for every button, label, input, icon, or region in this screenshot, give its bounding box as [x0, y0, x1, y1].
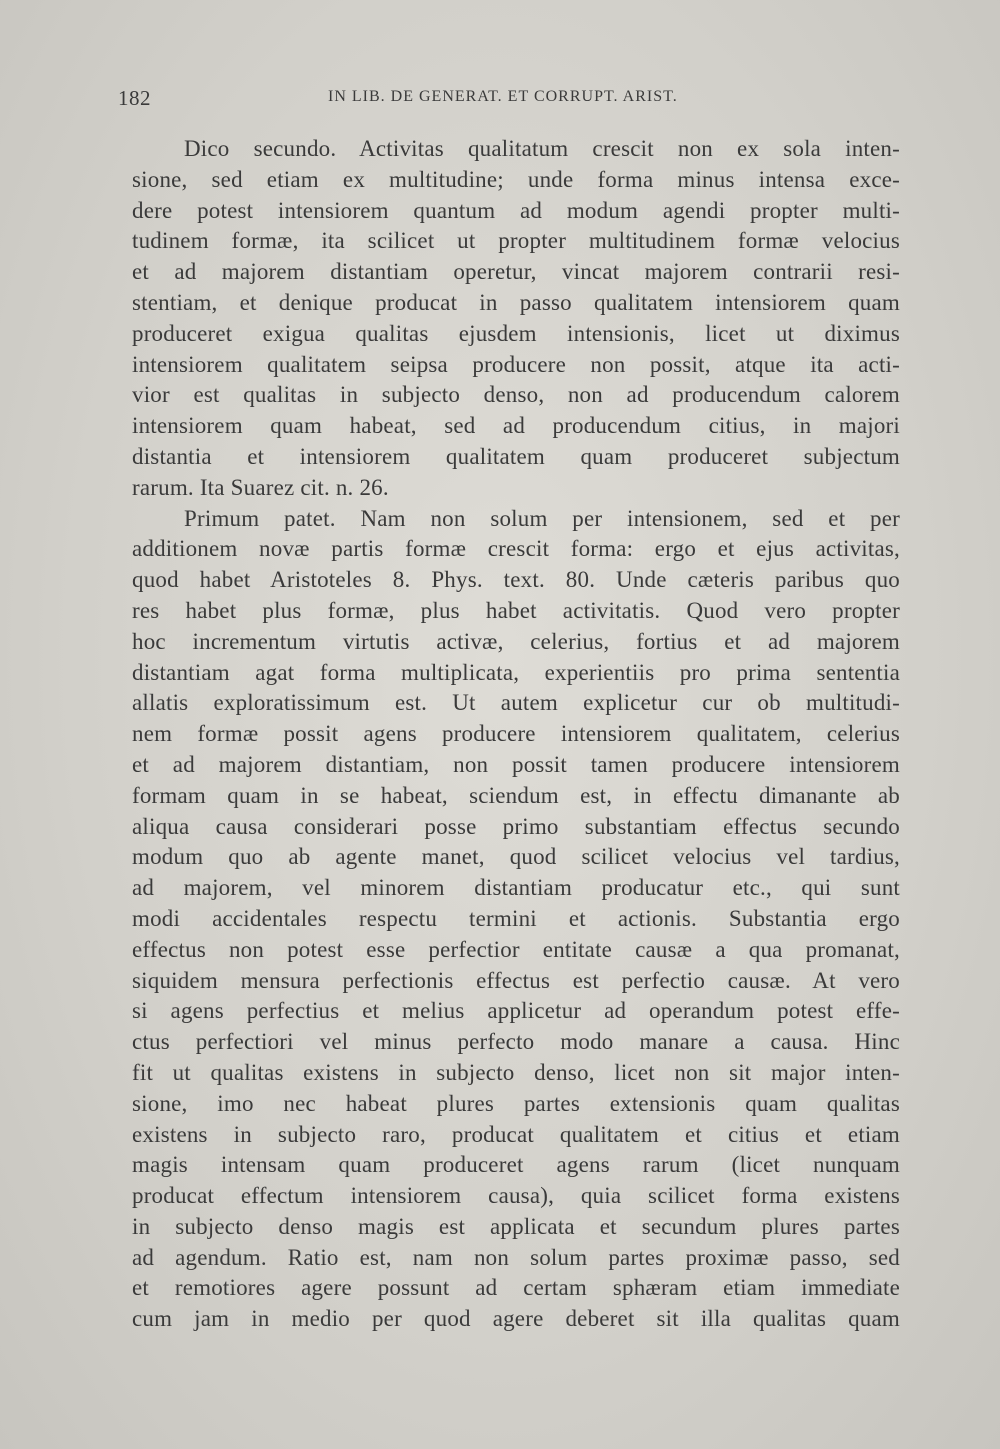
text-line: Primum patet. Nam non solum per intensionem, sed et per [184, 505, 900, 531]
text-line: vior est qualitas in subjecto denso, non ad producendum calorem [132, 382, 900, 408]
text-line: ad agendum. Ratio est, nam non solum partes proximæ passo, sed [132, 1244, 900, 1270]
text-line: modi accidentales respectu termini et actionis. Substantia ergo [132, 905, 900, 931]
text-line: et ad majorem distantiam operetur, vincat majorem contrarii resi- [132, 259, 900, 285]
text-line: hoc incrementum virtutis activæ, celerius, fortius et ad majorem [132, 628, 900, 654]
paragraph [132, 134, 900, 504]
paragraph [132, 504, 900, 1336]
text-line: dere potest intensiorem quantum ad modum agendi propter multi- [132, 197, 900, 223]
text-line: existens in subjecto raro, producat qualitatem et citius et etiam [132, 1121, 900, 1147]
text-line: distantiam agat forma multiplicata, experientiis pro prima sententia [132, 659, 900, 685]
text-line: nem formæ possit agens producere intensiorem qualitatem, celerius [132, 721, 900, 747]
text-line: et ad majorem distantiam, non possit tamen producere intensiorem [132, 751, 900, 777]
text-line: ad majorem, vel minorem distantiam producatur etc., qui sunt [132, 875, 900, 901]
text-line: effectus non potest esse perfectior entitate causæ a qua promanat, [132, 936, 900, 962]
text-line: tudinem formæ, ita scilicet ut propter multitudinem formæ velocius [132, 228, 900, 254]
text-line: siquidem mensura perfectionis effectus est perfectio causæ. At vero [132, 967, 900, 993]
page-number: 182 [118, 86, 151, 110]
text-line: stentiam, et denique producat in passo qualitatem intensiorem quam [132, 289, 900, 315]
text-line: magis intensam quam produceret agens rarum (licet nunquam [132, 1152, 900, 1178]
text-line: fit ut qualitas existens in subjecto denso, licet non sit major inten- [132, 1059, 900, 1085]
running-title: IN LIB. DE GENERAT. ET CORRUPT. ARIST. [328, 88, 678, 105]
text-line: produceret exigua qualitas ejusdem intensionis, licet ut diximus [132, 320, 900, 346]
text-line: quod habet Aristoteles 8. Phys. text. 80. Unde cæteris paribus quo [132, 567, 900, 593]
text-line: et remotiores agere possunt ad certam sphæram etiam immediate [132, 1275, 900, 1301]
text-line: additionem novæ partis formæ crescit forma: ergo et ejus activitas, [132, 536, 900, 562]
text-line: Dico secundo. Activitas qualitatum crescit non ex sola inten- [184, 136, 900, 161]
body-text [132, 134, 900, 1335]
text-line: cum jam in medio per quod agere deberet sit illa qualitas quam [132, 1306, 900, 1332]
text-line: intensiorem quam habeat, sed ad producendum citius, in majori [132, 413, 900, 439]
text-line: in subjecto denso magis est applicata et secundum plures partes [132, 1213, 900, 1239]
text-line: sione, imo nec habeat plures partes extensionis quam qualitas [132, 1090, 900, 1116]
text-line: formam quam in se habeat, sciendum est, in effectu dimanante ab [132, 782, 900, 808]
text-line: sione, sed etiam ex multitudine; unde forma minus intensa exce- [132, 166, 900, 192]
text-line: ctus perfectiori vel minus perfecto modo manare a causa. Hinc [132, 1029, 900, 1055]
text-line: aliqua causa considerari posse primo substantiam effectus secundo [132, 813, 900, 839]
text-line: allatis exploratissimum est. Ut autem explicetur cur ob multitudi- [132, 690, 900, 716]
text-line: rarum. Ita Suarez cit. n. 26. [132, 474, 389, 500]
text-line: res habet plus formæ, plus habet activitatis. Quod vero propter [132, 597, 900, 623]
text-line: producat effectum intensiorem causa), quia scilicet forma existens [132, 1183, 900, 1209]
text-line: modum quo ab agente manet, quod scilicet velocius vel tardius, [132, 844, 900, 870]
running-head [118, 86, 900, 112]
text-line: si agens perfectius et melius applicetur ad operandum potest effe- [132, 998, 900, 1024]
text-line: distantia et intensiorem qualitatem quam produceret subjectum [132, 443, 900, 469]
text-line: intensiorem qualitatem seipsa producere non possit, atque ita acti- [132, 351, 900, 377]
